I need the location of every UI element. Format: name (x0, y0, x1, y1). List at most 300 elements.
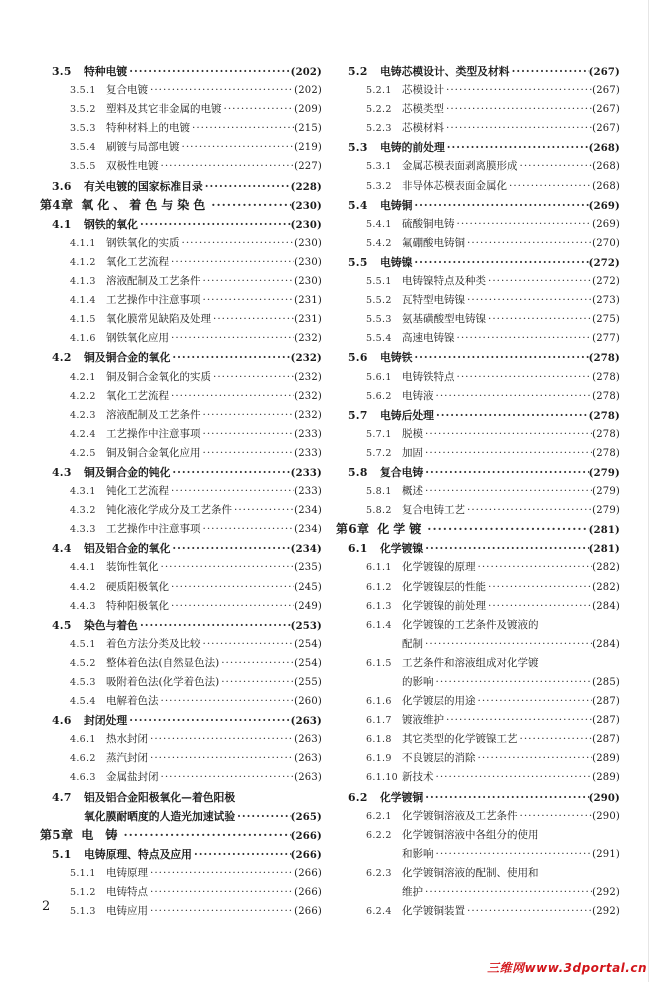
toc-entry-title: 钢铁氧化应用 (106, 332, 169, 345)
toc-leader-dots (138, 616, 291, 635)
toc-entry-page: (219) (294, 142, 322, 154)
toc-entry-page: (279) (592, 505, 620, 517)
toc-entry-number: 4.3.2 (70, 505, 96, 517)
toc-entry-page: (267) (588, 67, 620, 78)
toc-entry (336, 749, 620, 768)
toc-entry-title: 铜及铜合金氧化的实质 (106, 370, 211, 383)
toc-entry (40, 100, 322, 119)
toc-leader-dots (170, 463, 290, 482)
toc-entry-number: 4.2.1 (70, 371, 96, 383)
toc-entry (40, 730, 322, 749)
toc-leader-dots (510, 62, 589, 81)
toc-entry-number: 4.1.3 (70, 276, 96, 288)
toc-entry (336, 138, 620, 157)
toc-entry-number: 6.1.7 (366, 715, 392, 727)
toc-leader-dots (148, 864, 294, 883)
toc-entry-number: 第6章 (336, 522, 370, 537)
toc-entry-page: (253) (290, 620, 322, 632)
toc-entry-title: 工艺操作中注意事项 (106, 427, 201, 440)
toc-entry (40, 196, 322, 215)
toc-leader-dots (434, 845, 593, 864)
toc-entry-page: (234) (294, 505, 322, 517)
toc-entry-page: (230) (294, 256, 322, 268)
toc-leader-dots (465, 501, 592, 520)
toc-leader-dots (201, 635, 295, 654)
toc-entry-title: 特种材料上的电镀 (106, 122, 190, 135)
toc-entry-title: 氧化、着色与染色 (81, 197, 210, 212)
toc-entry-page: (232) (294, 409, 322, 421)
toc-entry-number: 5.6.1 (366, 371, 392, 383)
toc-leader-dots (423, 444, 592, 463)
toc-entry (336, 482, 620, 501)
toc-entry-page: (291) (592, 848, 620, 860)
toc-entry (336, 463, 620, 482)
toc-entry-number: 6.1.1 (366, 562, 392, 574)
toc-entry-title: 电铸液 (402, 389, 434, 402)
toc-leader-dots (423, 635, 592, 654)
toc-entry (336, 387, 620, 406)
toc-entry (336, 196, 620, 215)
toc-leader-dots (180, 138, 295, 157)
toc-entry-title: 氧化工艺流程 (106, 255, 169, 268)
toc-entry-title: 电铸镍特点及种类 (402, 275, 486, 288)
toc-leader-dots (222, 100, 295, 119)
toc-entry-page: (245) (294, 581, 322, 593)
toc-entry-title: 工艺操作中注意事项 (106, 523, 201, 536)
toc-entry (40, 711, 322, 730)
toc-entry-title: 染色与着色 (84, 618, 138, 632)
toc-entry-page: (268) (592, 180, 620, 192)
toc-entry-page: (272) (592, 276, 620, 288)
toc-leader-dots (412, 196, 588, 215)
toc-leader-dots (444, 119, 592, 138)
toc-leader-dots (444, 81, 592, 100)
toc-entry-number: 6.2 (348, 790, 368, 804)
toc-entry-title: 铝及铝合金的氧化 (84, 542, 171, 556)
toc-entry-title: 电铸后处理 (380, 408, 434, 422)
page-edge-divider (648, 0, 649, 982)
toc-entry-page: (278) (592, 371, 620, 383)
toc-entry (336, 100, 620, 119)
toc-entry-number: 5.2 (348, 65, 368, 78)
toc-entry-number: 4.1.1 (70, 237, 96, 249)
toc-entry-page: (266) (294, 867, 322, 879)
toc-entry-number: 6.1.3 (366, 600, 392, 612)
toc-leader-dots (423, 482, 592, 501)
toc-entry-number: 5.6.2 (366, 390, 392, 402)
toc-leader-dots (159, 157, 295, 176)
toc-leader-dots (201, 425, 295, 444)
toc-entry-title: 金属芯模表面剥离膜形成 (402, 160, 518, 173)
toc-entry (336, 215, 620, 234)
toc-entry-page: (279) (588, 467, 620, 479)
toc-entry (336, 883, 620, 902)
toc-leader-dots (423, 463, 588, 482)
toc-entry-page: (269) (592, 218, 620, 230)
toc-entry (40, 177, 322, 196)
toc-entry (336, 768, 620, 787)
toc-entry-page: (230) (290, 200, 322, 212)
toc-entry-title: 硫酸铜电铸 (402, 217, 455, 230)
toc-entry-title: 电铸的前处理 (380, 141, 445, 155)
toc-leader-dots (486, 310, 592, 329)
toc-entry (336, 81, 620, 100)
toc-entry-number: 5.5.2 (366, 295, 392, 307)
toc-entry-page: (263) (294, 753, 322, 765)
toc-entry-number: 6.2.2 (366, 829, 392, 841)
toc-leader-dots (169, 387, 294, 406)
toc-entry-page: (281) (588, 544, 620, 556)
toc-entry (336, 368, 620, 387)
toc-entry-page: (232) (294, 371, 322, 383)
toc-entry-page: (282) (592, 581, 620, 593)
toc-entry-number: 4.1.4 (70, 295, 96, 307)
toc-entry-page: (263) (294, 734, 322, 746)
toc-entry-number: 5.3.2 (366, 180, 392, 192)
toc-entry-number: 4.5.2 (70, 657, 96, 669)
toc-entry-number: 4.1 (52, 217, 72, 231)
toc-entry (40, 558, 322, 577)
toc-entry-number: 4.2.4 (70, 428, 96, 440)
toc-entry-title: 芯模材料 (402, 122, 444, 135)
toc-entry (336, 578, 620, 597)
toc-entry-number: 6.1.9 (366, 753, 392, 765)
toc-entry-number: 4.2.3 (70, 409, 96, 421)
toc-entry-number: 3.5.1 (70, 85, 96, 97)
toc-leader-dots (159, 692, 295, 711)
toc-entry-title: 维护 (402, 886, 423, 899)
toc-entry-title: 有关电镀的国家标准目录 (84, 179, 203, 193)
toc-entry-title: 氧化膜耐晒度的人造光加速试验 (84, 809, 236, 823)
toc-leader-dots (434, 673, 593, 692)
toc-leader-dots (169, 482, 294, 501)
toc-entry-number: 4.4.2 (70, 581, 96, 593)
toc-entry (40, 578, 322, 597)
toc-leader-dots (219, 673, 294, 692)
toc-leader-dots (127, 711, 290, 730)
toc-leader-dots (169, 329, 294, 348)
toc-leader-dots (201, 272, 295, 291)
toc-entry-page: (230) (294, 237, 322, 249)
toc-entry-title: 钝化工艺流程 (106, 485, 169, 498)
toc-entry-number: 5.7 (348, 408, 368, 422)
toc-entry-title: 蒸汽封闭 (106, 752, 148, 765)
toc-entry-number: 4.6.3 (70, 772, 96, 784)
toc-entry-title: 脱模 (402, 427, 423, 440)
toc-entry-number: 4.5.3 (70, 677, 96, 688)
page-number: 2 (42, 899, 51, 914)
toc-entry-title: 钝化液化学成分及工艺条件 (106, 504, 232, 517)
toc-entry-title: 电铸原理、特点及应用 (84, 847, 192, 861)
toc-entry-page: (232) (294, 333, 322, 345)
toc-entry-title: 化学镀层的用途 (402, 695, 476, 708)
toc-entry-title: 电铸铜 (380, 198, 413, 212)
toc-entry-number: 5.7.2 (366, 447, 392, 459)
toc-entry-number: 5.2.3 (366, 123, 392, 135)
toc-leader-dots (445, 138, 589, 157)
toc-entry-page: (269) (588, 200, 620, 212)
toc-entry (40, 157, 322, 176)
toc-leader-dots (444, 100, 592, 119)
toc-entry-number: 6.1.5 (366, 657, 392, 669)
toc-leader-dots (434, 768, 593, 787)
toc-leader-dots (201, 520, 295, 539)
toc-entry-number: 4.6.2 (70, 753, 96, 765)
toc-entry-number: 3.5.3 (70, 123, 96, 135)
toc-leader-dots (465, 291, 592, 310)
toc-entry-page: (292) (592, 887, 620, 899)
toc-leader-dots (192, 845, 291, 864)
toc-entry-number: 5.5.4 (366, 333, 392, 345)
toc-entry-title: 化学镀镍 (380, 542, 424, 556)
toc-entry (336, 177, 620, 196)
toc-entry-page: (230) (290, 219, 322, 231)
toc-entry-number: 5.2.2 (366, 104, 392, 116)
toc-entry-title: 高速电铸镍 (402, 332, 455, 345)
toc-entry-page: (278) (588, 410, 620, 422)
toc-entry-title: 装饰性氧化 (106, 561, 159, 574)
toc-entry (336, 654, 620, 673)
toc-entry (40, 368, 322, 387)
toc-entry (40, 253, 322, 272)
toc-leader-dots (148, 883, 294, 902)
toc-entry-title: 刷镀与局部电镀 (106, 141, 180, 154)
toc-entry-page: (290) (592, 810, 620, 822)
toc-entry-number: 3.5.2 (70, 104, 96, 116)
toc-entry-number: 3.5.5 (70, 161, 96, 173)
toc-leader-dots (518, 807, 593, 826)
toc-entry-title: 氧化工艺流程 (106, 389, 169, 402)
toc-entry (40, 215, 322, 234)
toc-leader-dots (121, 826, 290, 845)
toc-entry-page: (232) (294, 390, 322, 402)
toc-entry-title: 和影响 (402, 847, 434, 860)
toc-entry (336, 826, 620, 845)
toc-entry-number: 5.7.1 (366, 428, 392, 440)
toc-entry-number: 4.6.1 (70, 734, 96, 746)
toc-leader-dots (423, 539, 588, 558)
toc-entry-title: 其它类型的化学镀镍工艺 (402, 733, 518, 746)
toc-entry-page: (290) (588, 792, 620, 804)
toc-entry (336, 406, 620, 425)
toc-entry (336, 692, 620, 711)
toc-entry-page: (254) (294, 657, 322, 669)
toc-entry-title: 电铸铁 (380, 351, 413, 365)
toc-entry (40, 788, 322, 807)
toc-entry-number: 5.5.3 (366, 314, 392, 326)
toc-entry-page: (231) (294, 314, 322, 326)
toc-entry-page: (277) (592, 333, 620, 345)
toc-leader-dots (412, 348, 588, 367)
toc-entry-number: 5.5 (348, 255, 368, 269)
toc-leader-dots (434, 406, 589, 425)
toc-entry-page: (285) (592, 677, 620, 688)
toc-entry-title: 配制 (402, 637, 423, 650)
toc-entry (40, 845, 322, 864)
toc-entry (336, 157, 620, 176)
toc-entry (40, 138, 322, 157)
toc-entry (336, 253, 620, 272)
toc-entry-title: 着色方法分类及比较 (106, 637, 201, 650)
toc-entry-number: 5.1 (52, 847, 72, 861)
toc-leader-dots (518, 157, 593, 176)
toc-leader-dots (209, 196, 290, 215)
toc-leader-dots (211, 310, 294, 329)
toc-entry-page: (233) (294, 447, 322, 459)
toc-entry-page: (266) (290, 849, 322, 861)
toc-entry-number: 4.4.1 (70, 562, 96, 574)
toc-entry-number: 第5章 (40, 827, 74, 842)
toc-entry-page: (231) (294, 295, 322, 307)
toc-entry-title: 新技术 (402, 771, 434, 784)
toc-entry (40, 864, 322, 883)
toc-entry-number: 5.8.1 (366, 486, 392, 498)
toc-entry-page: (215) (294, 123, 322, 135)
toc-entry-title: 铝及铝合金阳极氧化—着色阳极 (84, 790, 236, 804)
toc-entry-title: 概述 (402, 485, 423, 498)
toc-entry-page: (202) (294, 85, 322, 97)
toc-entry-title: 铜及铜合金氧化应用 (106, 446, 201, 459)
toc-entry (40, 749, 322, 768)
toc-entry-title: 特种电镀 (84, 65, 128, 78)
toc-entry (40, 348, 322, 367)
toc-entry-title: 加固 (402, 446, 423, 459)
toc-entry (40, 291, 322, 310)
toc-entry (40, 310, 322, 329)
toc-entry-number: 5.5.1 (366, 276, 392, 288)
toc-entry (336, 539, 620, 558)
toc-entry (40, 597, 322, 616)
toc-entry (40, 272, 322, 291)
toc-entry-title: 电铸应用 (106, 905, 148, 918)
toc-entry-page: (268) (592, 161, 620, 173)
toc-entry-title: 溶液配制及工艺条件 (106, 408, 201, 421)
toc-leader-dots (455, 368, 593, 387)
toc-entry-title: 芯模设计 (402, 84, 444, 97)
toc-entry-title: 芯模类型 (402, 103, 444, 116)
toc-entry (40, 654, 322, 673)
toc-entry (336, 444, 620, 463)
toc-entry-number: 4.1.6 (70, 333, 96, 345)
toc-entry (40, 62, 322, 81)
toc-entry-page: (232) (290, 353, 322, 365)
toc-leader-dots (476, 749, 593, 768)
toc-entry-title: 化学镀镍的前处理 (402, 599, 486, 612)
toc-entry (336, 635, 620, 654)
toc-leader-dots (486, 597, 592, 616)
toc-entry-page: (287) (592, 734, 620, 746)
toc-entry-title: 化学镀铜溶液的配制、使用和 (402, 866, 539, 879)
toc-leader-dots (127, 62, 290, 81)
toc-leader-dots (455, 215, 593, 234)
toc-entry (40, 425, 322, 444)
toc-entry-title: 氟硼酸电铸铜 (402, 236, 465, 249)
toc-entry-title: 化学镀 (377, 522, 426, 537)
toc-right-column (336, 62, 620, 921)
toc-entry (336, 119, 620, 138)
toc-entry-number: 3.5.4 (70, 142, 96, 154)
toc-entry (40, 119, 322, 138)
toc-entry-number: 6.1.4 (366, 619, 392, 631)
toc-entry-number: 4.2.2 (70, 390, 96, 402)
toc-entry-page: (265) (290, 811, 322, 823)
toc-entry-title: 吸附着色法(化学着色法) (106, 676, 220, 688)
toc-entry-page: (287) (592, 696, 620, 708)
toc-leader-dots (476, 692, 593, 711)
toc-leader-dots (148, 749, 294, 768)
toc-entry-title: 化学镀镍的工艺条件及镀液的 (402, 618, 539, 631)
toc-entry-page: (260) (294, 696, 322, 708)
toc-entry-number: 6.1.8 (366, 734, 392, 746)
toc-entry-title: 工艺条件和溶液组成对化学镀 (402, 656, 539, 669)
toc-entry-title: 氧化膜常见缺陷及处理 (106, 313, 211, 326)
toc-entry-number: 3.5 (52, 65, 72, 78)
toc-entry (40, 826, 322, 845)
toc-leader-dots (476, 558, 593, 577)
toc-entry-page: (255) (294, 677, 322, 688)
toc-entry-number: 4.3 (52, 465, 72, 479)
toc-entry-page: (254) (294, 638, 322, 650)
toc-entry (336, 501, 620, 520)
toc-entry-title: 化学镀镍的原理 (402, 561, 476, 574)
toc-entry-title: 复合电镀 (106, 84, 148, 97)
toc-entry-number: 5.4.2 (366, 237, 392, 249)
toc-entry-number: 4.4.3 (70, 600, 96, 612)
toc-entry-page: (279) (592, 486, 620, 498)
toc-entry (40, 234, 322, 253)
toc-entry-number: 6.1 (348, 542, 368, 556)
toc-entry-number: 6.1.6 (366, 696, 392, 708)
toc-entry-title: 不良镀层的消除 (402, 752, 476, 765)
toc-leader-dots (159, 768, 295, 787)
toc-entry-number: 4.5.1 (70, 638, 96, 650)
toc-entry-title: 封闭处理 (84, 714, 128, 728)
toc-entry-page: (292) (592, 906, 620, 918)
toc-entry-title: 整体着色法(自然显色法) (106, 656, 220, 669)
toc-entry-page: (233) (294, 486, 322, 498)
toc-entry (40, 673, 322, 692)
toc-entry (40, 520, 322, 539)
toc-leader-dots (203, 177, 291, 196)
toc-entry-page: (278) (588, 353, 620, 365)
toc-entry-page: (278) (592, 447, 620, 459)
toc-entry-page: (234) (294, 524, 322, 536)
toc-entry (40, 768, 322, 787)
toc-leader-dots (169, 578, 294, 597)
toc-entry-number: 4.6 (52, 714, 72, 728)
toc-entry-number: 4.1.2 (70, 256, 96, 268)
toc-leader-dots (170, 348, 290, 367)
toc-entry-page: (270) (592, 237, 620, 249)
toc-left-column (40, 62, 322, 921)
toc-entry (336, 673, 620, 692)
toc-entry-title: 电铸特点 (106, 886, 148, 899)
toc-leader-dots (232, 501, 294, 520)
toc-entry-title: 复合电铸 (380, 465, 424, 479)
toc-entry-page: (289) (592, 753, 620, 765)
toc-entry (336, 616, 620, 635)
toc-entry-title: 热水封闭 (106, 733, 148, 746)
toc-entry-page: (284) (592, 638, 620, 650)
toc-entry-title: 化学镀铜装置 (402, 905, 465, 918)
toc-entry (40, 539, 322, 558)
toc-entry (40, 883, 322, 902)
toc-entry-page: (235) (294, 562, 322, 574)
toc-entry (336, 558, 620, 577)
toc-entry-number: 3.6 (52, 179, 72, 193)
toc-entry-title: 瓦特型电铸镍 (402, 294, 465, 307)
toc-entry (40, 692, 322, 711)
